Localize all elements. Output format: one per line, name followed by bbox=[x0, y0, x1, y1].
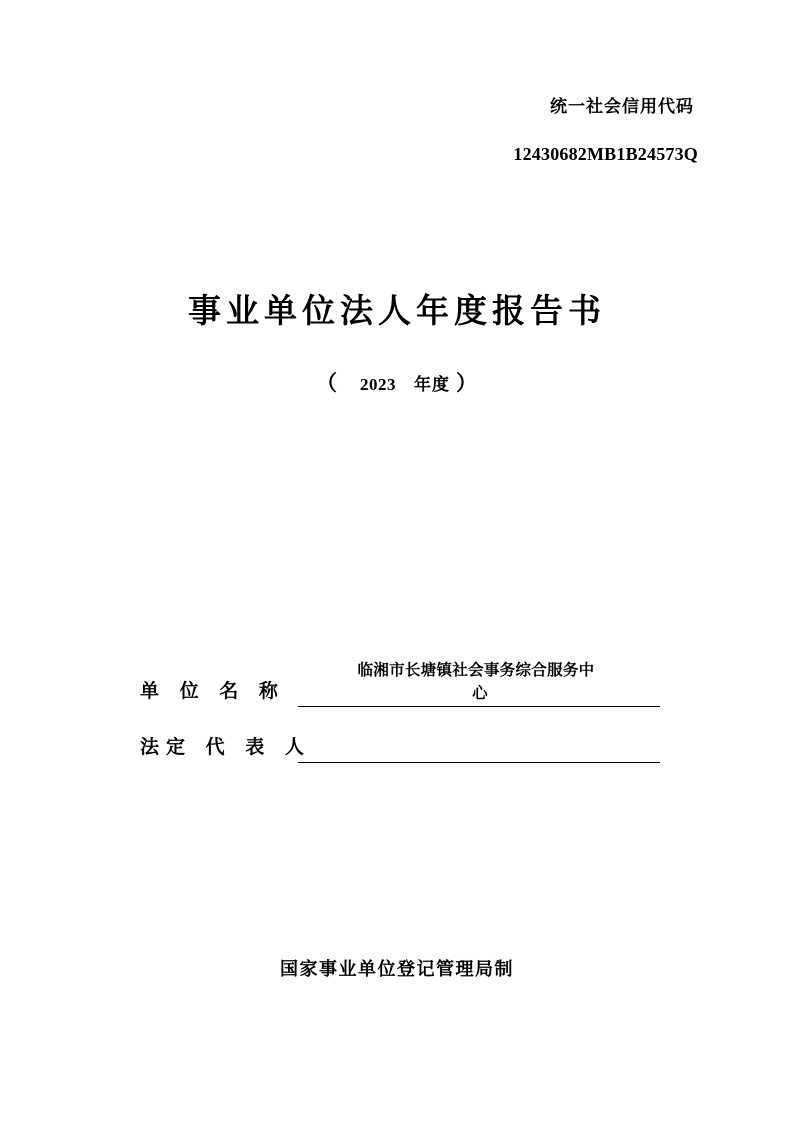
credit-code-block bbox=[368, 96, 698, 165]
legal-representative-underline bbox=[298, 762, 660, 763]
unit-name-underline bbox=[298, 706, 660, 707]
footer-issuer: 国家事业单位登记管理局制 bbox=[280, 959, 514, 980]
page-title: 事业单位法人年度报告书 bbox=[188, 291, 606, 330]
paren-open: （ bbox=[316, 370, 338, 395]
field-row-legal-representative bbox=[140, 711, 660, 767]
field-row-unit-name bbox=[140, 655, 660, 711]
unit-name-value-line2: 心 bbox=[472, 682, 488, 702]
fields-section bbox=[140, 655, 660, 767]
unit-name-label: 单 位 名 称 bbox=[140, 680, 285, 702]
credit-code-value: 12430682MB1B24573Q bbox=[513, 144, 698, 165]
credit-code-label: 统一社会信用代码 bbox=[550, 97, 694, 117]
unit-name-value bbox=[298, 659, 662, 704]
report-year-value: 2023 bbox=[360, 375, 396, 394]
paren-close: ） bbox=[456, 370, 478, 395]
report-year-suffix: 年度 bbox=[414, 375, 450, 395]
legal-representative-label: 法定 代 表 人 bbox=[140, 736, 311, 758]
report-year-line bbox=[0, 367, 794, 397]
unit-name-value-line1: 临湘市长塘镇社会事务综合服务中 bbox=[357, 660, 595, 680]
